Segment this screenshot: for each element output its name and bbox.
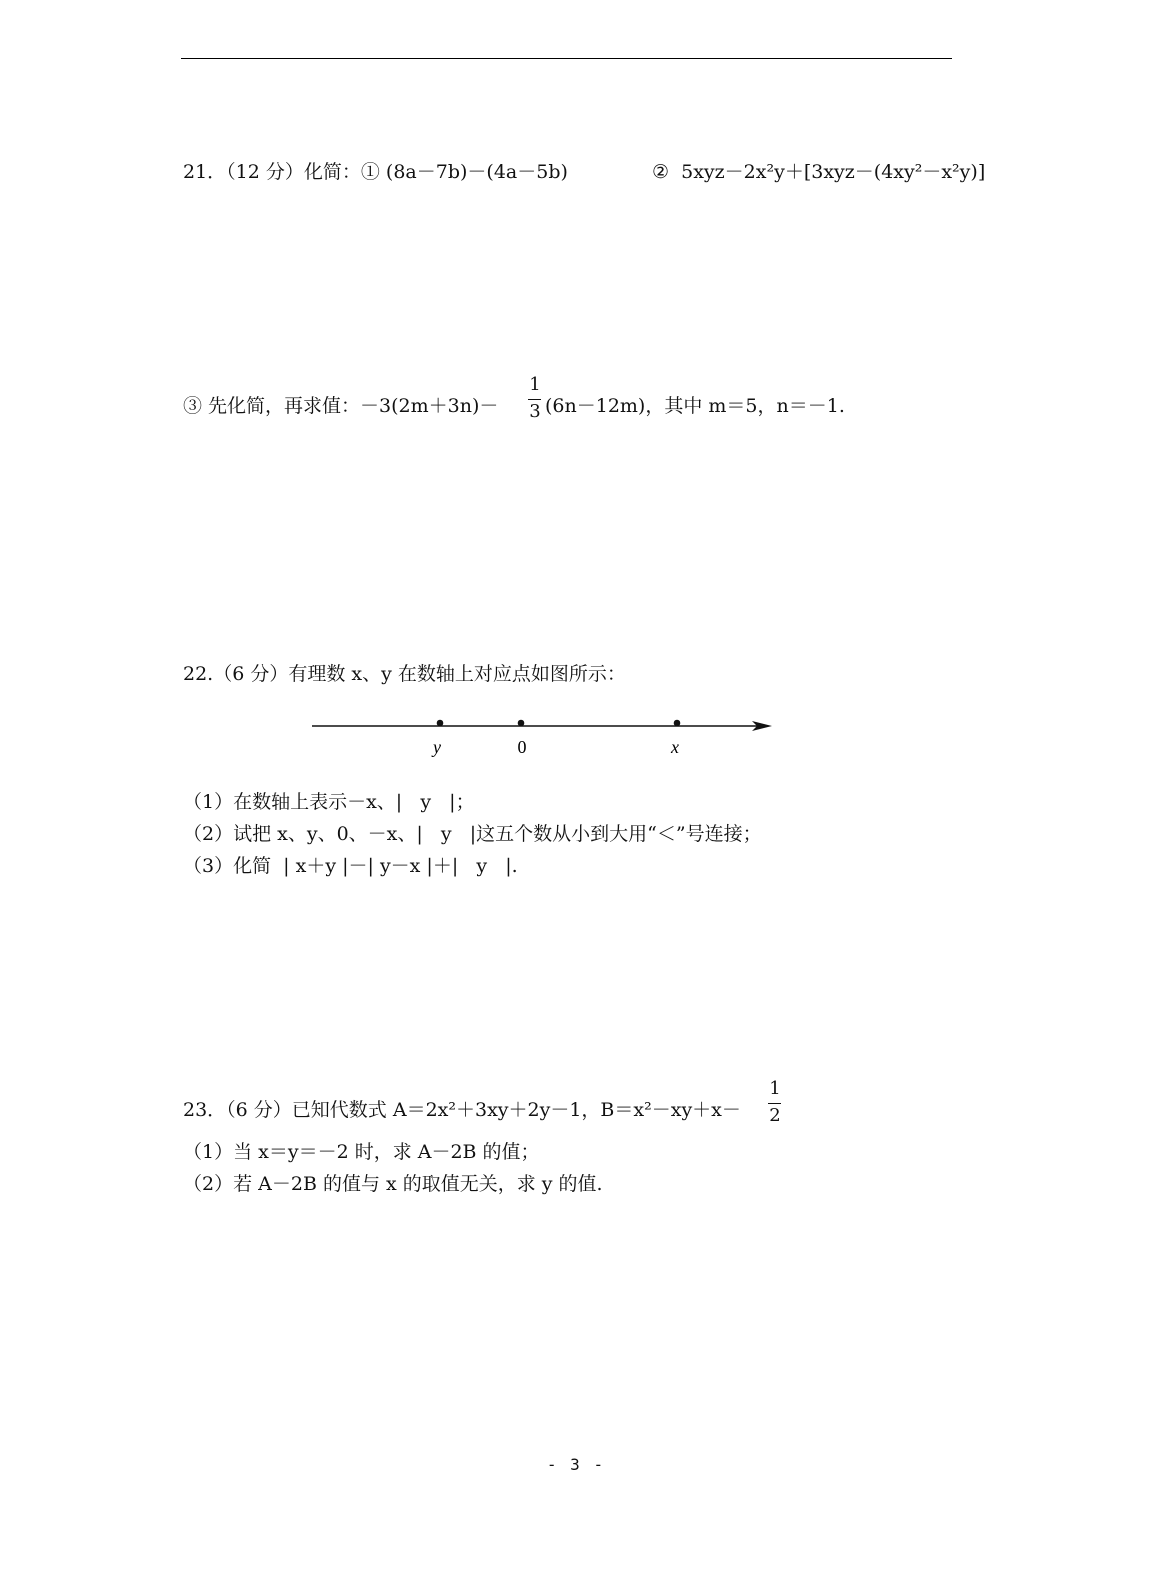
point-y: [437, 720, 444, 727]
q21-part2: ② 5xyz－2x²y＋[3xyz－(4xy²－x²y)]: [652, 161, 986, 183]
q21-fraction-denominator: 3: [529, 401, 541, 422]
q22-sub2: （2）试把 x、y、0、－x、| y |这五个数从小到大用“＜”号连接；: [183, 823, 762, 845]
q23-sub1: （1）当 x＝y＝－2 时，求 A－2B 的值；: [183, 1141, 540, 1163]
label-x: x: [671, 737, 679, 757]
q21-part3-tail: (6n－12m)，其中 m＝5，n＝－1.: [545, 395, 845, 417]
q23-sub2: （2）若 A－2B 的值与 x 的取值无关，求 y 的值.: [183, 1173, 603, 1195]
q22-sub1: （1）在数轴上表示－x、| y |；: [183, 791, 475, 813]
q23-fraction-numerator: 1: [769, 1078, 781, 1099]
q23-fraction-bar: [768, 1103, 781, 1104]
number-line-diagram: [300, 705, 790, 765]
q21-header: 21．（12 分）化简：① (8a－7b)－(4a－5b): [183, 161, 568, 183]
q22-header: 22.（6 分）有理数 x、y 在数轴上对应点如图所示：: [183, 663, 626, 685]
q23-fraction-denominator: 2: [769, 1105, 781, 1126]
q22-sub3: （3）化简 | x＋y |－| y－x |＋| y |.: [183, 855, 518, 877]
q23-fraction: [766, 1078, 784, 1126]
label-zero: 0: [517, 737, 527, 757]
point-x: [674, 720, 681, 727]
q23-header: 23．（6 分）已知代数式 A＝2x²＋3xy＋2y－1，B＝x²－xy＋x－: [183, 1099, 741, 1121]
label-y: y: [433, 737, 441, 757]
q21-part3-fraction: [526, 374, 544, 422]
header-rule: [181, 58, 952, 59]
q21-part3-lead: ③ 先化简，再求值：－3(2m＋3n)－: [183, 395, 499, 417]
page-number: - 3 -: [546, 1455, 606, 1474]
q21-fraction-numerator: 1: [529, 374, 541, 395]
point-zero: [518, 720, 525, 727]
q21-fraction-bar: [528, 399, 541, 400]
